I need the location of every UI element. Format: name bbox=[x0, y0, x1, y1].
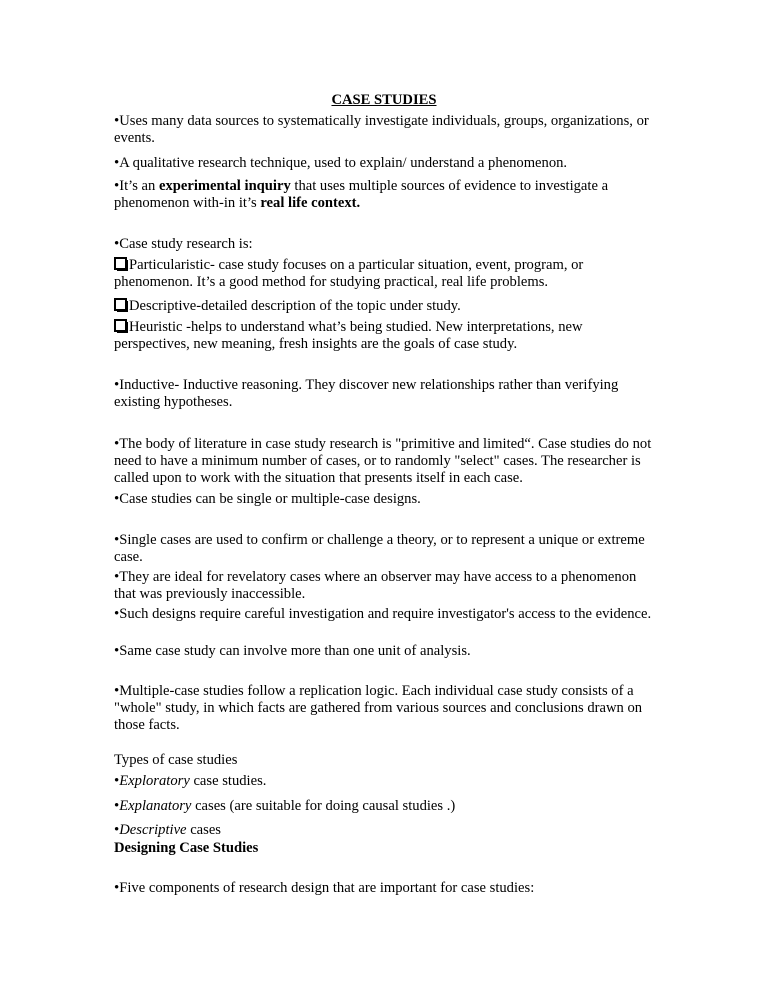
type-descriptive: • Descriptive cases bbox=[114, 822, 654, 839]
bullet-body-of-literature: • The body of literature in case study research is "primitive and limited“. Case studies do not need to have a minimum number of cases, or to randomly "select" cases. The researcher is called upon to work with the situation that presents itself in each case. bbox=[114, 436, 654, 487]
bullet-revelatory: • They are ideal for revelatory cases where an observer may have access to a phenomenon that was previously inaccessible. bbox=[114, 569, 654, 603]
bullet-research-is: • Case study research is: bbox=[114, 236, 654, 253]
type-explanatory: • Explanatory cases (are suitable for doing causal studies .) bbox=[114, 798, 654, 815]
bullet-single-or-multiple: • Case studies can be single or multiple-case designs. bbox=[114, 491, 654, 508]
bullet-single-cases: • Single cases are used to confirm or challenge a theory, or to represent a unique or extreme case. bbox=[114, 532, 654, 566]
bullet-careful-investigation: • Such designs require careful investigation and require investigator's access to the evidence. bbox=[114, 606, 654, 623]
type-exploratory: • Exploratory case studies. bbox=[114, 773, 654, 790]
item-particularistic: Particularistic- case study focuses on a particular situation, event, program, or phenomenon. It’s a good method for studying practical, real life problems. bbox=[114, 257, 584, 290]
bullet-data-sources: • Uses many data sources to systematically investigate individuals, groups, organizations, or events. bbox=[114, 113, 654, 147]
checkbox-square-icon bbox=[114, 257, 127, 270]
bullet-five-components: • Five components of research design that are important for case studies: bbox=[114, 880, 654, 897]
types-heading: Types of case studies bbox=[114, 752, 238, 768]
page-title: CASE STUDIES bbox=[331, 92, 437, 108]
item-descriptive: Descriptive-detailed description of the topic under study. bbox=[114, 298, 654, 315]
checkbox-square-icon bbox=[114, 298, 127, 311]
bullet-inductive: • Inductive- Inductive reasoning. They discover new relationships rather than verifying existing hypotheses. bbox=[114, 377, 654, 411]
designing-heading: Designing Case Studies bbox=[114, 840, 259, 856]
emphasis-real-life-context: real life context. bbox=[260, 195, 361, 211]
bullet-multiple-case: • Multiple-case studies follow a replication logic. Each individual case study consists of a "whole" study, in which facts are gathered from various sources and conclusions drawn on those facts. bbox=[114, 683, 654, 734]
emphasis-experimental-inquiry: experimental inquiry bbox=[159, 178, 291, 194]
item-heuristic: Heuristic -helps to understand what’s being studied. New interpretations, new perspectives, new meaning, fresh insights are the goals of case study. bbox=[114, 319, 583, 352]
checkbox-square-icon bbox=[114, 319, 127, 332]
bullet-qualitative: • A qualitative research technique, used to explain/ understand a phenomenon. bbox=[114, 155, 654, 172]
bullet-experimental-inquiry: • It’s an experimental inquiry that uses multiple sources of evidence to investigate a phenomenon with-in it’s real life context. bbox=[114, 178, 654, 212]
bullet-unit-of-analysis: • Same case study can involve more than one unit of analysis. bbox=[114, 643, 654, 660]
